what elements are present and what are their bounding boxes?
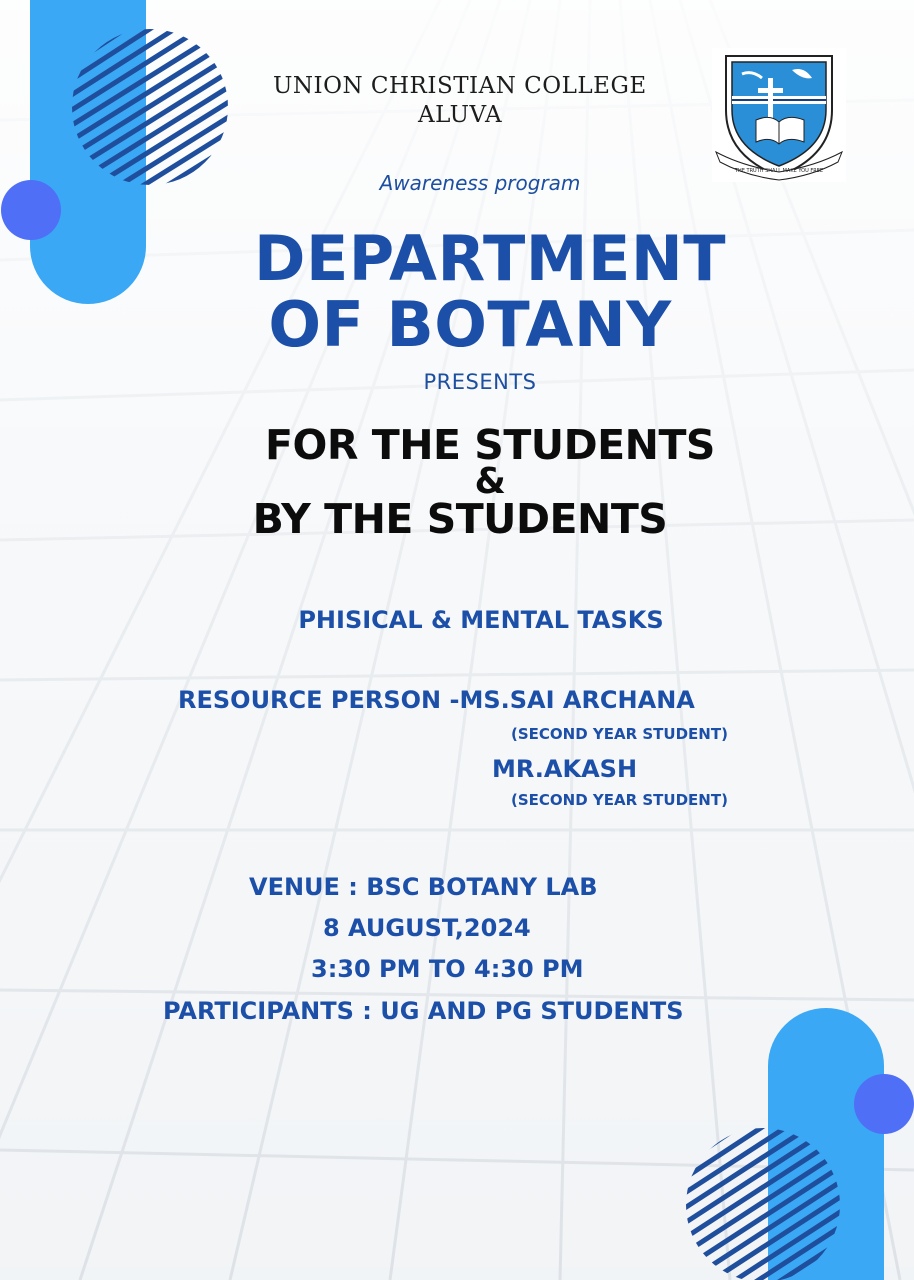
bottom-right-decoration	[674, 1000, 914, 1280]
resource-person-1-role: (SECOND YEAR STUDENT)	[511, 725, 728, 743]
tagline-ampersand: &	[474, 461, 506, 502]
college-crest-icon	[712, 48, 846, 182]
resource-person-2-role: (SECOND YEAR STUDENT)	[511, 791, 728, 809]
college-name	[240, 72, 680, 130]
event-tagline	[190, 423, 790, 541]
program-type: Awareness program	[379, 171, 581, 195]
department-title-line2: OF BOTANY	[268, 288, 672, 361]
college-name-line2: ALUVA	[418, 102, 503, 128]
event-date: 8 AUGUST,2024	[323, 914, 531, 942]
tagline-line1: FOR THE STUDENTS	[265, 421, 715, 469]
logo-motto: THE TRUTH SHALL MAKE YOU FREE	[734, 168, 824, 174]
presents-label: PRESENTS	[423, 370, 537, 394]
tagline-line2: BY THE STUDENTS	[252, 495, 668, 543]
resource-person-1: RESOURCE PERSON -MS.SAI ARCHANA	[178, 686, 695, 714]
event-time: 3:30 PM TO 4:30 PM	[311, 955, 584, 983]
department-title	[170, 222, 810, 361]
department-title-line1: DEPARTMENT	[253, 222, 727, 295]
college-name-line1: UNION CHRISTIAN COLLEGE	[273, 73, 647, 99]
event-tasks: PHISICAL & MENTAL TASKS	[298, 606, 664, 634]
event-venue: VENUE : BSC BOTANY LAB	[249, 873, 598, 901]
resource-person-2: MR.AKASH	[492, 755, 638, 783]
event-participants: PARTICIPANTS : UG AND PG STUDENTS	[163, 997, 684, 1025]
